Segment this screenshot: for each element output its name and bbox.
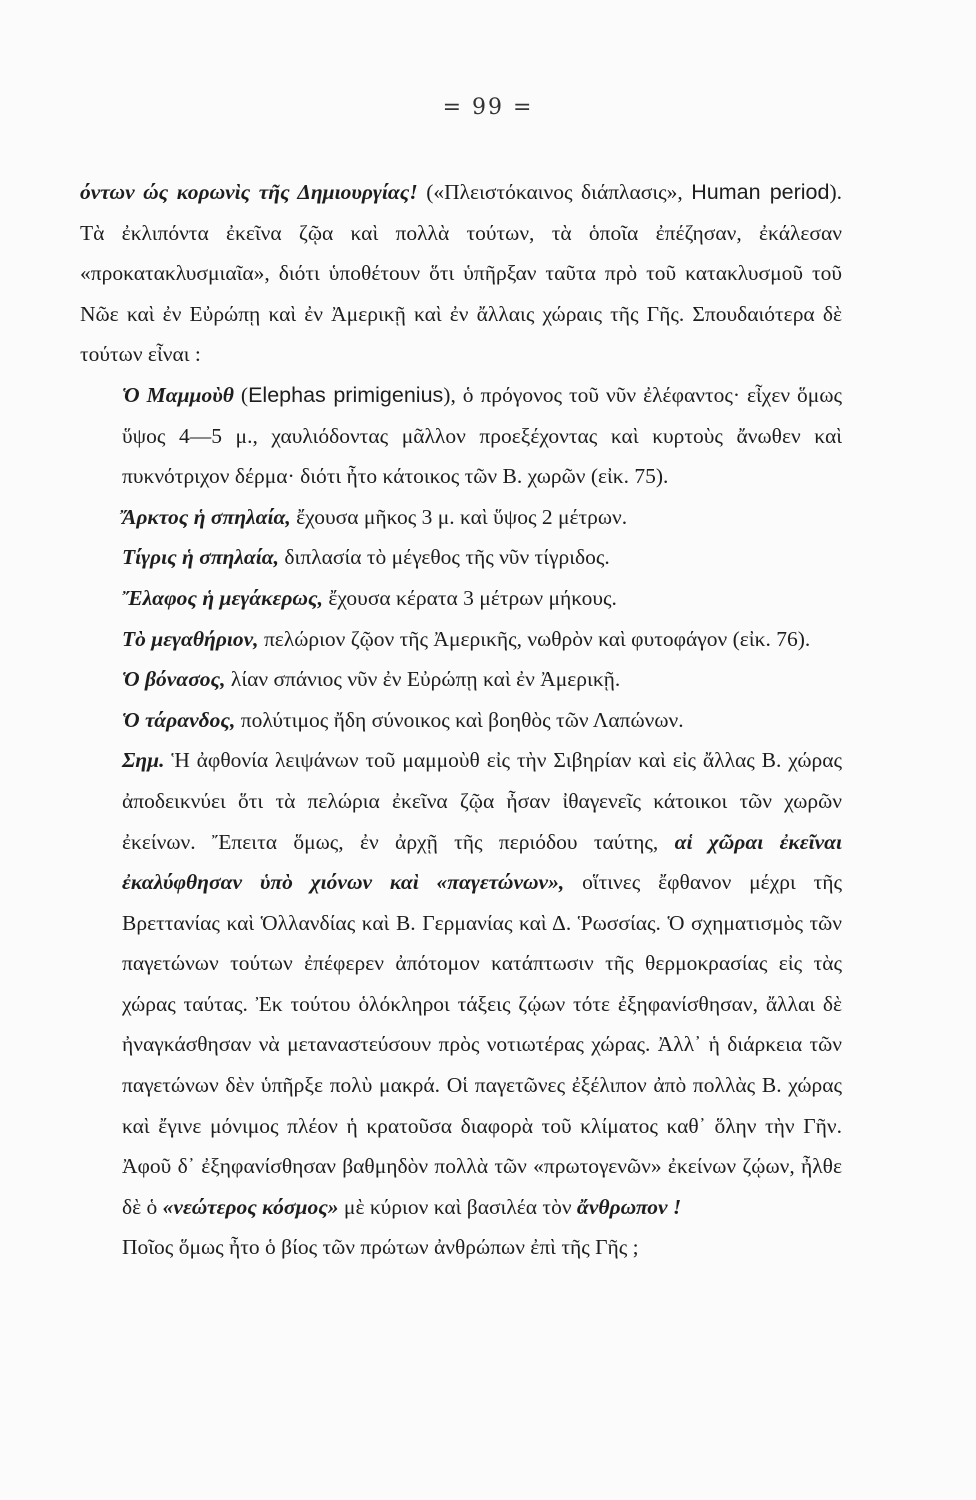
note-text-1: Ἡ ἀφθονία λειψάνων τοῦ μαμμοὺθ εἰς τὴν Σιβηρίαν καὶ εἰς ἄλλας Β. χώρας ἀποδεικνύει ὅτι τὰ πελώρια ἐκεῖνα ζῷα ἦσαν ἰθαγενεῖς κάτοικοι τῶν χωρῶν ἐκείνων. Ἔπειτα ὅμως, ἐν ἀρχῇ τῆς περιόδου ταύτης, xyxy=(122,748,842,854)
paragraph-note xyxy=(80,740,842,1227)
heading-cave-bear: Ἄρκτος ἡ σπηλαία, xyxy=(122,504,291,529)
paragraph-bison xyxy=(80,659,842,700)
paragraph-reindeer xyxy=(80,700,842,741)
reindeer-text: πολύτιμος ἤδη σύνοικος καὶ βοηθὸς τῶν Λαπώνων. xyxy=(235,707,684,732)
paragraph-megatherium xyxy=(80,619,842,660)
paragraph-mammoth xyxy=(80,375,842,497)
emphasis-coronis: όντων ώς κορωνὶς τῆς Δημιουργίας! xyxy=(80,180,418,204)
cave-bear-text: ἔχουσα μῆκος 3 μ. καὶ ὕψος 2 μέτρων. xyxy=(290,504,628,529)
emphasis-man: ἄνθρωπον ! xyxy=(576,1194,682,1219)
heading-mammoth: Ὁ Μαμμοὺθ xyxy=(122,382,234,407)
emphasis-glaciers: αἱ χῶραι ἐκεῖναι ἐκαλύφθησαν ὑπὸ χιόνων καὶ «παγετώνων», xyxy=(122,829,842,895)
heading-cave-tiger: Τίγρις ἡ σπηλαία, xyxy=(122,545,280,570)
paragraph-question xyxy=(80,1227,842,1268)
mammoth-text-2: ), ὁ πρόγονος τοῦ νῦν ἐλέφαντος· εἶχεν ὅμως ὕψος 4—5 μ., χαυλιόδοντας μᾶλλον προεξέχοντας καὶ κυρτοὺς ἄνωθεν καὶ πυκνότριχον δέρμα· διότι ἦτο κάτοικος τῶν Β. χωρῶν (εἰκ. 75). xyxy=(122,382,842,489)
heading-megatherium: Τὸ μεγαθήριον, xyxy=(122,626,259,651)
giant-deer-text: ἔχουσα κέρατα 3 μέτρων μήκους. xyxy=(322,585,617,610)
intro-text-2: ). Τὰ ἐκλιπόντα ἐκεῖνα ζῷα καὶ πολλὰ τούτων, τὰ ὁποῖα ἐπέζησαν, ἐκάλεσαν «προκατακλυσμιαῖα», διότι ὑποθέτουν ὅτι ὑπῆρξαν ταῦτα πρὸ τοῦ κατακλυσμοῦ τοῦ Νῶε καὶ ἐν Εὐρώπῃ καὶ ἐν Ἀμερικῇ καὶ ἐν ἄλλαις χώραις τῆς Γῆς. Σπουδαιότερα δὲ τούτων εἶναι : xyxy=(80,180,843,367)
intro-text-1: («Πλειστόκαινος διάπλασις», xyxy=(417,180,692,204)
page-text xyxy=(80,172,842,1268)
page-number: = 99 = xyxy=(442,95,534,120)
paragraph-cave-tiger xyxy=(80,537,842,578)
emphasis-new-world: «νεώτερος κόσμος» xyxy=(162,1194,339,1219)
english-term-human-period: Human period xyxy=(691,180,830,204)
paragraph-intro xyxy=(80,172,842,375)
megatherium-text: πελώριον ζῷον τῆς Ἀμερικῆς, νωθρὸν καὶ φυτοφάγον (εἰκ. 76). xyxy=(258,626,811,651)
heading-bison: Ὁ βόνασος, xyxy=(122,667,226,692)
bison-text: λίαν σπάνιος νῦν ἐν Εὐρώπῃ καὶ ἐν Ἀμερικῇ. xyxy=(225,667,621,692)
paragraph-cave-bear xyxy=(80,497,842,538)
note-label: Σημ. xyxy=(122,748,165,773)
latin-term-elephas: Elephas primigenius xyxy=(248,382,444,407)
heading-reindeer: Ὁ τάρανδος, xyxy=(122,707,236,732)
heading-giant-deer: Ἔλαφος ἡ μεγάκερως, xyxy=(122,585,323,610)
mammoth-text-1: ( xyxy=(233,382,249,407)
cave-tiger-text: διπλασία τὸ μέγεθος τῆς νῦν τίγριδος. xyxy=(279,545,610,570)
note-text-2: οἵτινες ἔφθανον μέχρι τῆς Βρεττανίας καὶ Ὁλλανδίας καὶ Β. Γερμανίας καὶ Δ. Ῥωσσίας. Ὁ σχηματισμὸς τῶν παγετώνων τούτων ἐπέφερεν ἀπότομον κατάπτωσιν τῆς θερμοκρασίας εἰς τὰς χώρας ταύτας. Ἐκ τούτου ὁλόκληροι τάξεις ζῴων τότε ἐξηφανίσθησαν, ἄλλαι δὲ ἠναγκάσθησαν νὰ μεταναστεύσουν πρὸς νοτιωτέρας χώρας. Ἀλλ᾽ ἡ διάρκεια τῶν παγετώνων δὲν ὑπῆρξε πολὺ μακρά. Οἱ παγετῶνες ἐξέλιπον ἀπὸ πολλὰς Β. χώρας καὶ ἔγινε μόνιμος πλέον ἡ κρατοῦσα διαφορὰ τοῦ κλίματος καθ᾽ ὅλην τὴν Γῆν. Ἀφοῦ δ᾽ ἐξηφανίσθησαν βαθμηδὸν πολλὰ τῶν «πρωτογενῶν» ἐκείνων ζῴων, ἦλθε δὲ ὁ xyxy=(122,870,842,1219)
note-text-3: μὲ κύριον καὶ βασιλέα τὸν xyxy=(338,1194,577,1219)
closing-question: Ποῖος ὅμως ἦτο ὁ βίος τῶν πρώτων ἀνθρώπων ἐπὶ τῆς Γῆς ; xyxy=(122,1235,639,1260)
paragraph-giant-deer xyxy=(80,578,842,619)
